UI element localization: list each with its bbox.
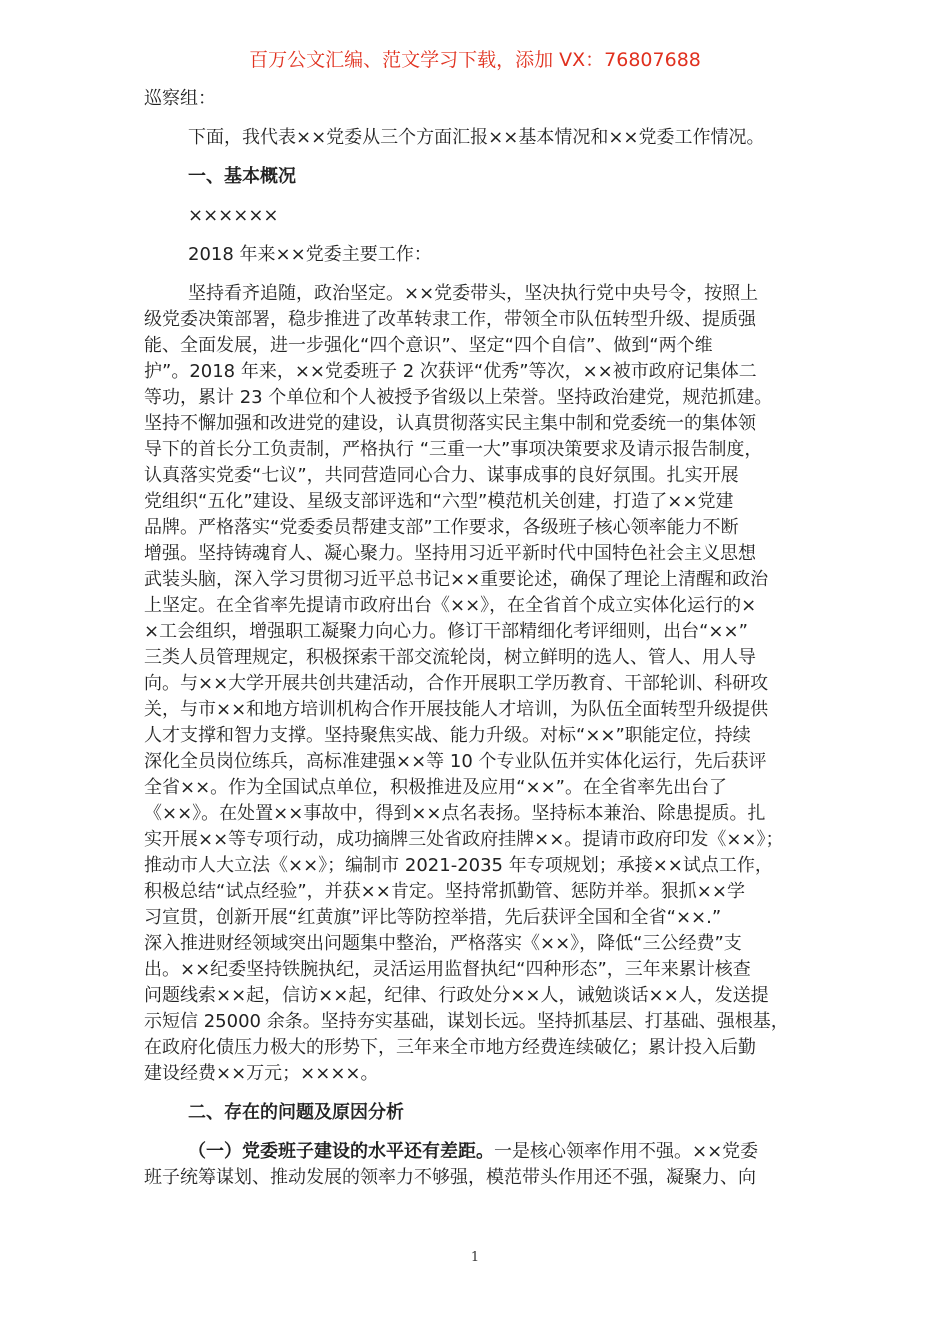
paragraph-line: 出。××纪委坚持铁腕执纪，灵活运用监督执纪“四种形态”，三年来累计核查: [144, 959, 751, 980]
paragraph-line: 推动市人大立法《××》；编制市 2021-2035 年专项规划；承接××试点工作，: [144, 855, 773, 876]
paragraph-line: 级党委决策部署，稳步推进了改革转隶工作，带领全市队伍转型升级、提质强: [144, 309, 756, 330]
page-number: 1: [470, 1250, 480, 1265]
intro-paragraph: 下面，我代表××党委从三个方面汇报××基本情况和××党委工作情况。: [188, 127, 765, 148]
paragraph-line: 坚持不懈加强和改进党的建设，认真贯彻落实民主集中制和党委统一的集体领: [144, 413, 756, 434]
paragraph-line: 深化全员岗位练兵，高标准建强××等 10 个专业队伍并实体化运行，先后获评: [144, 751, 767, 772]
paragraph-line: 三类人员管理规定，积极探索干部交流轮岗，树立鲜明的选人、管人、用人导: [144, 647, 756, 668]
paragraph-line: 在政府化债压力极大的形势下，三年来全市地方经费连续破亿；累计投入后勤: [144, 1037, 756, 1058]
header-banner: 百万公文汇编、范文学习下载，添加 VX：76807688: [249, 49, 701, 71]
section-2-heading: 二、存在的问题及原因分析: [188, 1102, 404, 1123]
paragraph-line: 问题线索××起，信访××起，纪律、行政处分××人，诫勉谈话××人，发送提: [144, 985, 769, 1006]
paragraph-line: 品牌。严格落实“党委委员帮建支部”工作要求，各级班子核心领率能力不断: [144, 517, 739, 538]
subsection-1-title: （一）党委班子建设的水平还有差距。: [188, 1141, 494, 1162]
paragraph-line: 建设经费××万元；××××。: [144, 1063, 379, 1084]
paragraph-line: 习宣贯，创新开展“红黄旗”评比等防控举措，先后获评全国和全省“××.”: [144, 907, 722, 928]
placeholder-line: ××××××: [188, 205, 279, 226]
paragraph-line: 向。与××大学开展共创共建活动，合作开展职工学历教育、干部轮训、科研攻: [144, 673, 769, 694]
paragraph-line: 班子统筹谋划、推动发展的领率力不够强，模范带头作用还不强，凝聚力、向: [144, 1167, 756, 1188]
paragraph-line: 认真落实党委“七议”，共同营造同心合力、谋事成事的良好氛围。扎实开展: [144, 465, 739, 486]
paragraph-line: ×工会组织，增强职工凝聚力向心力。修订干部精细化考评细则，出台“××”: [144, 621, 748, 642]
paragraph-line: 深入推进财经领域突出问题集中整治，严格落实《××》，降低“三公经费”支: [144, 933, 742, 954]
main-work-paragraph: [144, 281, 812, 1087]
paragraph-line: 《××》。在处置××事故中，得到××点名表扬。坚持标本兼治、除患提质。扎: [144, 803, 766, 824]
paragraph-line: 增强。坚持铸魂育人、凝心聚力。坚持用习近平新时代中国特色社会主义思想: [144, 543, 756, 564]
paragraph-line: 坚持看齐追随，政治坚定。××党委带头，坚决执行党中央号令，按照上: [188, 283, 759, 304]
document-body: [144, 86, 812, 1204]
paragraph-line: 关，与市××和地方培训机构合作开展技能人才培训，为队伍全面转型升级提供: [144, 699, 769, 720]
works-intro: 2018 年来××党委主要工作：: [188, 244, 432, 265]
subsection-1-paragraph: [144, 1139, 812, 1191]
paragraph-line: 上坚定。在全省率先提请市政府出台《××》，在全省首个成立实体化运行的×: [144, 595, 757, 616]
subsection-1-first-line: [144, 1139, 812, 1165]
paragraph-line: 护”。2018 年来，××党委班子 2 次获评“优秀”等次，××被市政府记集体二: [144, 361, 757, 382]
paragraph-line: 实开展××等专项行动，成功摘牌三处省政府挂牌××。提请市政府印发《××》；: [144, 829, 784, 850]
salutation: 巡察组：: [144, 88, 216, 109]
paragraph-line: 全省××。作为全国试点单位，积极推进及应用“××”。在全省率先出台了: [144, 777, 727, 798]
paragraph-line: 等功，累计 23 个单位和个人被授予省级以上荣誉。坚持政治建党，规范抓建。: [144, 387, 773, 408]
paragraph-line: 党组织“五化”建设、星级支部评选和“六型”模范机关创建，打造了××党建: [144, 491, 734, 512]
paragraph-line: 示短信 25000 余条。坚持夯实基础，谋划长远。坚持抓基层、打基础、强根基，: [144, 1011, 789, 1032]
section-1-heading: 一、基本概况: [188, 166, 296, 187]
subsection-1-text: 一是核心领率作用不强。××党委: [494, 1141, 759, 1162]
paragraph-line: 导下的首长分工负责制，严格执行 “三重一大”事项决策要求及请示报告制度，: [144, 439, 763, 460]
paragraph-line: 能、全面发展，进一步强化“四个意识”、坚定“四个自信”、做到“两个维: [144, 335, 713, 356]
paragraph-line: 人才支撑和智力支撑。坚持聚焦实战、能力升级。对标“××”职能定位，持续: [144, 725, 751, 746]
paragraph-line: 积极总结“试点经验”，并获××肯定。坚持常抓勤管、惩防并举。狠抓××学: [144, 881, 745, 902]
paragraph-line: 武装头脑，深入学习贯彻习近平总书记××重要论述，确保了理论上清醒和政治: [144, 569, 769, 590]
